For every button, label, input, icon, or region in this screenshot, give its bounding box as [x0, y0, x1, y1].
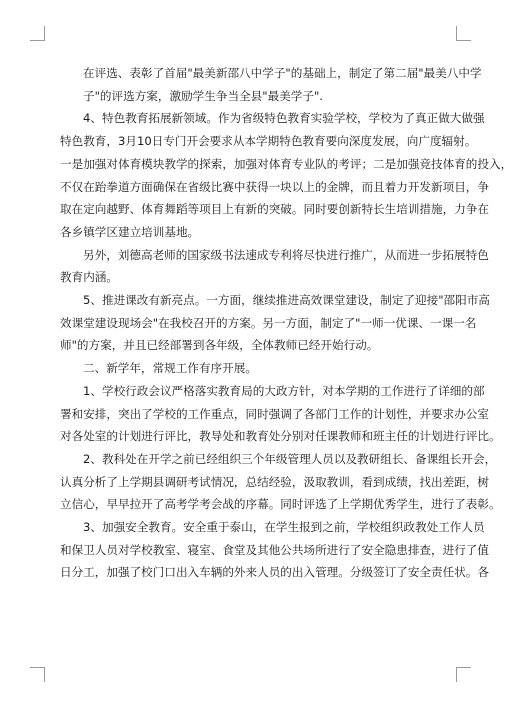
paragraph [60, 107, 485, 130]
text-line: 二、新学年，常规工作有序开展。 [83, 361, 257, 376]
paragraph [60, 516, 485, 539]
text-line: 5、推进课改有新亮点。一方面，继续推进高效课堂建设，制定了迎接"邵阳市高 [83, 293, 490, 308]
text-line: 教育内涵。 [60, 270, 118, 285]
text-line: 对各处室的计划进行评比，教导处和教育处分别对任课教师和班主任的计划进行评比。 [60, 429, 501, 444]
text-line: 2、教科处在开学之前已经组织三个年级管理人员以及教研组长、备课组长开会， [83, 451, 497, 466]
crop-mark-bottom-left [30, 667, 45, 682]
text-line: 3、加强安全教育。安全重于泰山，在学生报到之前，学校组织政教处工作人员 [83, 520, 485, 535]
text-line: 子"的评选方案，激励学生争当全县"最美学子". [83, 88, 323, 103]
paragraph [60, 312, 477, 357]
text-line: 各乡镇学区建立培训基地。 [60, 224, 200, 239]
text-line: 在评选、表彰了首届"最美新邵八中学子"的基础上，制定了第二届"最美八中学 [83, 66, 482, 80]
text-line: 1、学校行政会议严格落实教育局的大政方针，对本学期的工作进行了详细的部 [83, 383, 485, 398]
crop-mark-top-left [30, 26, 45, 41]
text-line: 4、特色教育拓展新领域。作为省级特色教育实验学校，学校为了真正做大做强 [83, 111, 485, 126]
paragraph [60, 403, 501, 448]
paragraph [60, 130, 512, 244]
paragraph [60, 266, 444, 289]
crop-mark-bottom-right [456, 667, 471, 682]
text-line: 不仅在跆拳道方面确保在省级比赛中获得一块以上的金牌，而且着力开发新项目，争 [60, 179, 489, 194]
text-line: 另外，刘德高老师的国家级书法速成专利将尽快进行推广，从而进一步拓展特色 [83, 247, 489, 262]
paragraph [60, 289, 490, 312]
paragraph [60, 471, 501, 516]
paragraph [60, 539, 489, 584]
text-line: 师"的方案，并且已经部署到各年级，全体教师已经开始行动。 [60, 338, 379, 353]
text-line: 一是加强对体育模块教学的探索，加强对体育专业队的考评；二是加强竞技体育的投入， [60, 156, 512, 171]
document-body [60, 62, 512, 584]
text-line: 效课堂建设现场会"在我校召开的方案。另一方面，制定了"一师一优课、一课一名 [60, 315, 477, 330]
text-line: 认真分析了上学期县调研考试情况，总结经验，汲取教训，看到成绩，找出差距，树 [60, 474, 489, 489]
paragraph [60, 357, 444, 380]
paragraph [60, 244, 489, 267]
paragraph [60, 380, 485, 403]
text-line: 特色教育，3月10日专门开会要求从本学期特色教育要向深度发展，向广度辐射。 [60, 134, 477, 149]
crop-mark-top-right [456, 26, 471, 41]
paragraph [60, 62, 482, 107]
text-line: 署和安排，突出了学校的工作重点，同时强调了各部门工作的计划性，并要求办公室 [60, 406, 489, 421]
text-line: 立信心，早早拉开了高考学考会战的序幕。同时评选了上学期优秀学生，进行了表彰。 [60, 497, 501, 512]
text-line: 取在定向越野、体育舞蹈等项目上有新的突破。同时要创新特长生培训措施，力争在 [60, 202, 489, 217]
text-line: 和保卫人员对学校教室、寝室、食堂及其他公共场所进行了安全隐患排查，进行了值 [60, 542, 489, 557]
paragraph [60, 448, 497, 471]
text-line: 日分工，加强了校门口出入车辆的外来人员的出入管理。分级签订了安全责任状。各 [60, 565, 489, 580]
